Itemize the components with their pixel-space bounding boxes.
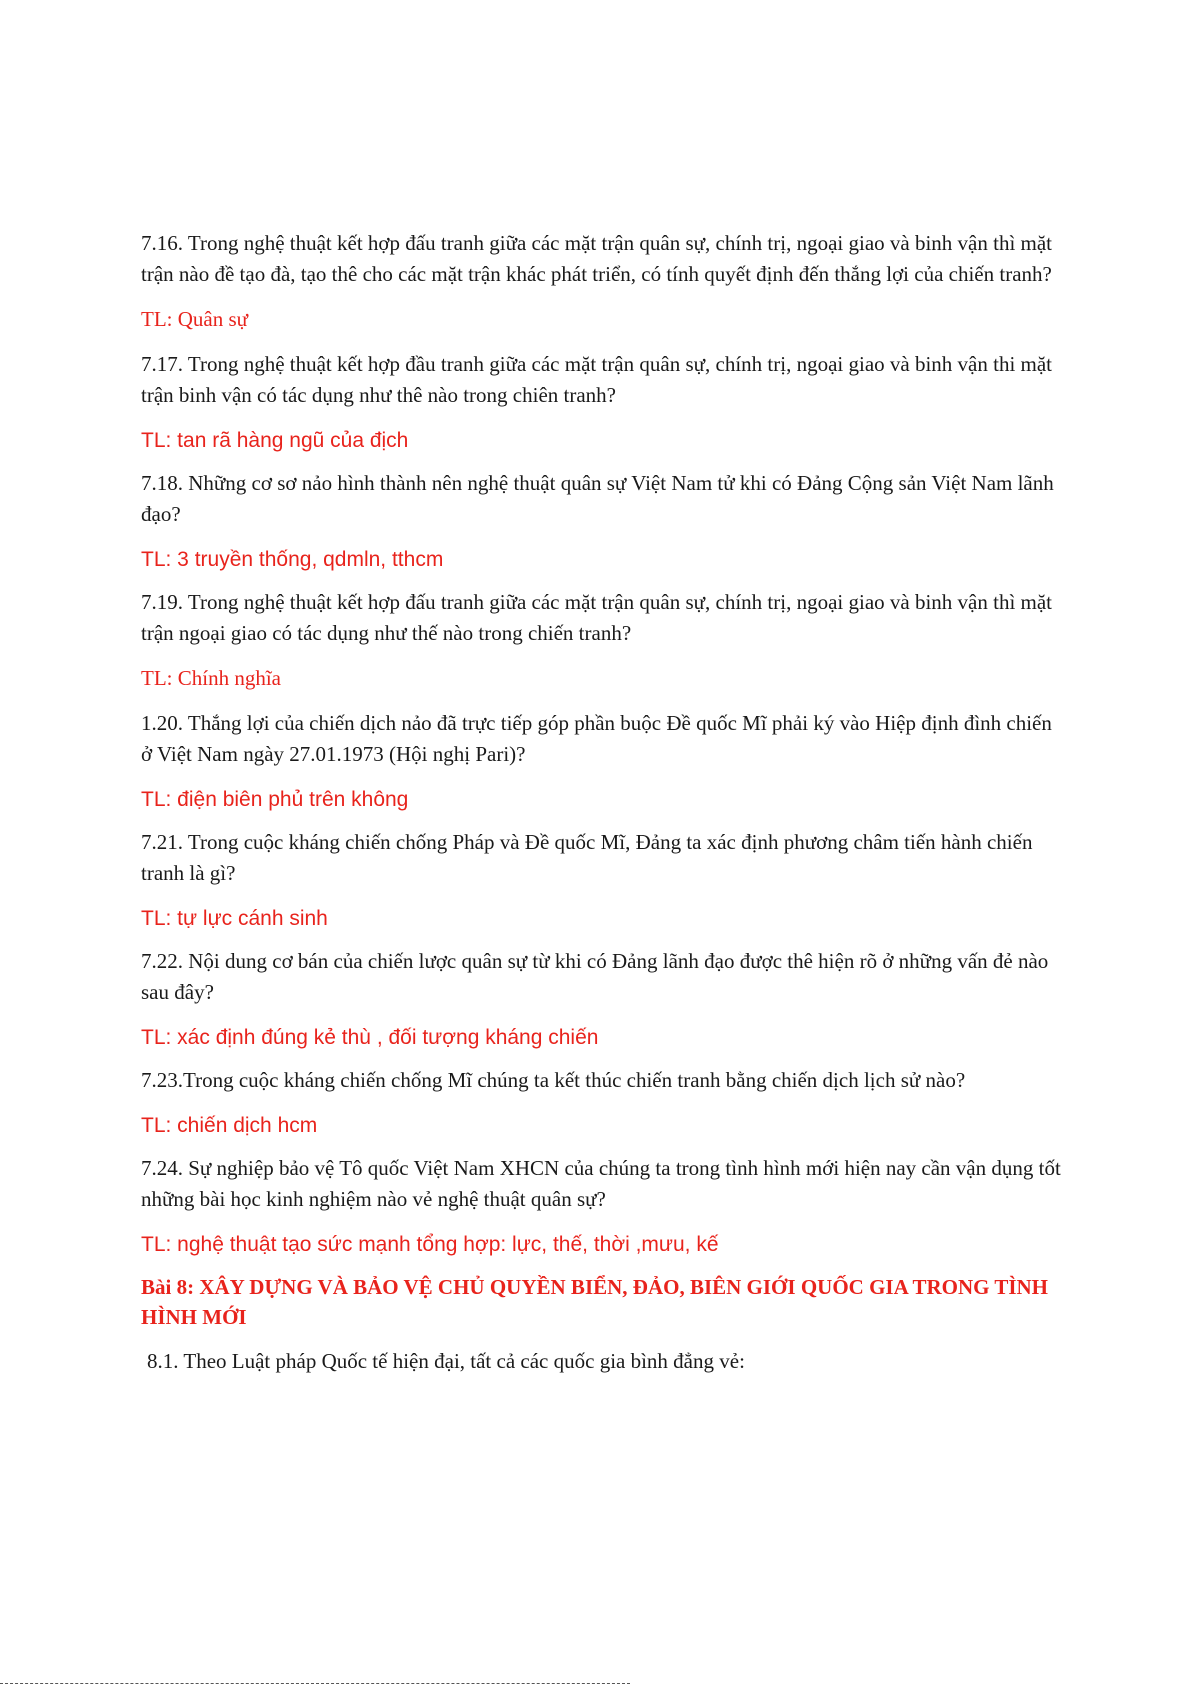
answer-7-21: TL: tự lực cánh sinh xyxy=(141,907,328,930)
question-7-16: 7.16. Trong nghệ thuật kết hợp đấu tranh giữa các mặt trận quân sự, chính trị, ngoại giao và binh vận thì mặt trận nào đề tạo đà, tạo thê cho các mặt trận khác phát triển, có tính quyết định đến thắng lợi của chiến tranh? xyxy=(141,231,1053,286)
question-7-22: 7.22. Nội dung cơ bán của chiến lược quân sự từ khi có Đảng lãnh đạo được thê hiện rõ ở những vấn đẻ nào sau đây? xyxy=(141,949,1049,1004)
question-7-17: 7.17. Trong nghệ thuật kết hợp đầu tranh giữa các mặt trận quân sự, chính trị, ngoại giao và binh vận thi mặt trận binh vận có tác dụng như thê nào trong chiên tranh? xyxy=(141,352,1053,407)
answer-7-17: TL: tan rã hàng ngũ của địch xyxy=(141,429,409,452)
question-7-19: 7.19. Trong nghệ thuật kết hợp đấu tranh giữa các mặt trận quân sự, chính trị, ngoại giao và binh vận thì mặt trận ngoại giao có tác dụng như thế nào trong chiến tranh? xyxy=(141,590,1053,645)
answer-7-24: TL: nghệ thuật tạo sức mạnh tổng hợp: lực, thế, thời ,mưu, kế xyxy=(141,1233,719,1256)
answer-7-20: TL: điện biên phủ trên không xyxy=(141,788,409,811)
document-page xyxy=(141,228,1061,1391)
answer-7-16: TL: Quân sự xyxy=(141,307,249,331)
question-7-20: 1.20. Thắng lợi của chiến dịch nảo đã trực tiếp góp phần buộc Đề quốc Mĩ phải ký vào Hiệp định đình chiến ở Việt Nam ngày 27.01.1973 (Hội nghị Pari)? xyxy=(141,711,1052,766)
section-heading: Bài 8: XÂY DỰNG VÀ BẢO VỆ CHỦ QUYỀN BIỂN, ĐẢO, BIÊN GIỚI QUỐC GIA TRONG TÌNH HÌNH MỚI xyxy=(141,1275,1049,1329)
question-7-24: 7.24. Sự nghiệp bảo vệ Tô quốc Việt Nam XHCN của chúng ta trong tình hình mới hiện nay cần vận dụng tốt những bài học kinh nghiệm nào vẻ nghệ thuật quân sự? xyxy=(141,1156,1061,1211)
answer-7-23: TL: chiến dịch hcm xyxy=(141,1114,318,1137)
question-7-21: 7.21. Trong cuộc kháng chiến chống Pháp và Đề quốc Mĩ, Đảng ta xác định phương châm tiến hành chiến tranh là gì? xyxy=(141,830,1033,885)
answer-7-22: TL: xác định đúng kẻ thù , đối tượng kháng chiến xyxy=(141,1026,599,1049)
question-7-18: 7.18. Những cơ sơ nảo hình thành nên nghệ thuật quân sự Việt Nam tử khi có Đảng Cộng sản Việt Nam lãnh đạo? xyxy=(141,471,1054,526)
question-8-1: 8.1. Theo Luật pháp Quốc tế hiện đại, tất cả các quốc gia bình đẳng vẻ: xyxy=(147,1349,745,1373)
answer-7-19: TL: Chính nghĩa xyxy=(141,666,281,690)
question-7-23: 7.23.Trong cuộc kháng chiến chống Mĩ chúng ta kết thúc chiến tranh bằng chiến dịch lịch sử nào? xyxy=(141,1068,966,1092)
answer-7-18: TL: 3 truyền thống, qdmln, tthcm xyxy=(141,548,444,571)
